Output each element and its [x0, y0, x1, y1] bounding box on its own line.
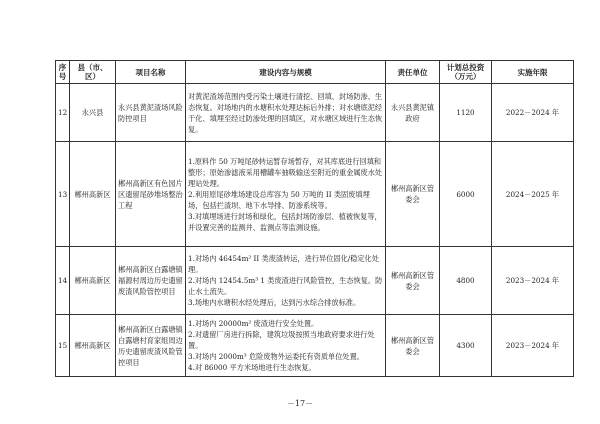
row-years: 2023－2024 年 [492, 315, 574, 377]
row-project: 郴州高新区白露塘镇白露塘村育家组周边历史遗留废渣风险管控项目 [116, 315, 186, 377]
row-content: 对黄泥渣场范围内受污染土壤进行清挖、回填、封场防渗、生态恢复。对场地内的水塘积水处理达标后外排；对水塘底泥经干化、填埋至经过防渗处理的回填区，对水塘区域进行生态恢复。 [186, 84, 386, 142]
header-investment: 计划总投资（万元） [440, 61, 492, 84]
row-investment: 4300 [440, 315, 492, 377]
row-seq: 13 [56, 142, 70, 247]
header-unit: 责任单位 [386, 61, 440, 84]
table-row [56, 84, 574, 142]
row-years: 2023－2024 年 [492, 247, 574, 315]
row-county: 郴州高新区 [70, 315, 116, 377]
row-county: 永兴县 [70, 84, 116, 142]
row-county: 郴州高新区 [70, 247, 116, 315]
row-unit: 郴州高新区管委会 [386, 142, 440, 247]
header-years: 实施年限 [492, 61, 574, 84]
row-investment: 4800 [440, 247, 492, 315]
row-seq: 12 [56, 84, 70, 142]
row-seq: 14 [56, 247, 70, 315]
header-county: 县（市、区） [70, 61, 116, 84]
row-years: 2022－2024 年 [492, 84, 574, 142]
row-unit: 郴州高新区管委会 [386, 247, 440, 315]
table-row [56, 315, 574, 377]
header-project: 项目名称 [116, 61, 186, 84]
row-project: 郴州高新区白露塘镇福源村周边历史遗留废渣风险管控项目 [116, 247, 186, 315]
row-years: 2024－2025 年 [492, 142, 574, 247]
row-content: 1.对场内 46454m² II 类废渣转运，进行异位固化/稳定化处理。 2.对场内 12454.5m³ 1 类废渣进行风险管控，生态恢复。防止水土流失。 3.场地内水塘积水经处理后，达到污水综合排放标准。 [186, 247, 386, 315]
table-row [56, 247, 574, 315]
row-county: 郴州高新区 [70, 142, 116, 247]
table-row [56, 142, 574, 247]
header-seq: 序号 [56, 61, 70, 84]
row-unit: 永兴县黄泥镇政府 [386, 84, 440, 142]
header-content: 建设内容与规模 [186, 61, 386, 84]
table-header-row [56, 61, 574, 84]
row-unit: 郴州高新区管委会 [386, 315, 440, 377]
row-investment: 1120 [440, 84, 492, 142]
row-project: 永兴县黄泥渣场风险防控项目 [116, 84, 186, 142]
project-table [55, 60, 574, 377]
page-number: －17－ [286, 399, 314, 408]
row-project: 郴州高新区有色园片区遗留尾砂堆场整治工程 [116, 142, 186, 247]
row-seq: 15 [56, 315, 70, 377]
row-investment: 6000 [440, 142, 492, 247]
row-content: 1.对场内 20000m² 废渣进行安全处置。 2.对遗留厂房进行拆除，建筑垃圾按照当地政府要求进行处置。 3.对场内 2000m³ 危险废物外运委托有资质单位处置。 4.对 86000 平方米场地进行生态恢复。 [186, 315, 386, 377]
row-content: 1.原料作 50 万吨尾砂转运暂存场暂存，对其库底进行回填和整形；原始渗滤液采用槽罐车抽吸输送至附近的重金属废水处理站处理。 2.利用原尾砂堆场建设总库容为 50 万吨的 II 类固废填埋场，包括拦渣坝、地下水导排、防渗系统等。 3.对填埋场进行封场和绿化，包括封场防渗层、植被恢复等，并设置完善的监测井、监测点等监测设施。 [186, 142, 386, 247]
